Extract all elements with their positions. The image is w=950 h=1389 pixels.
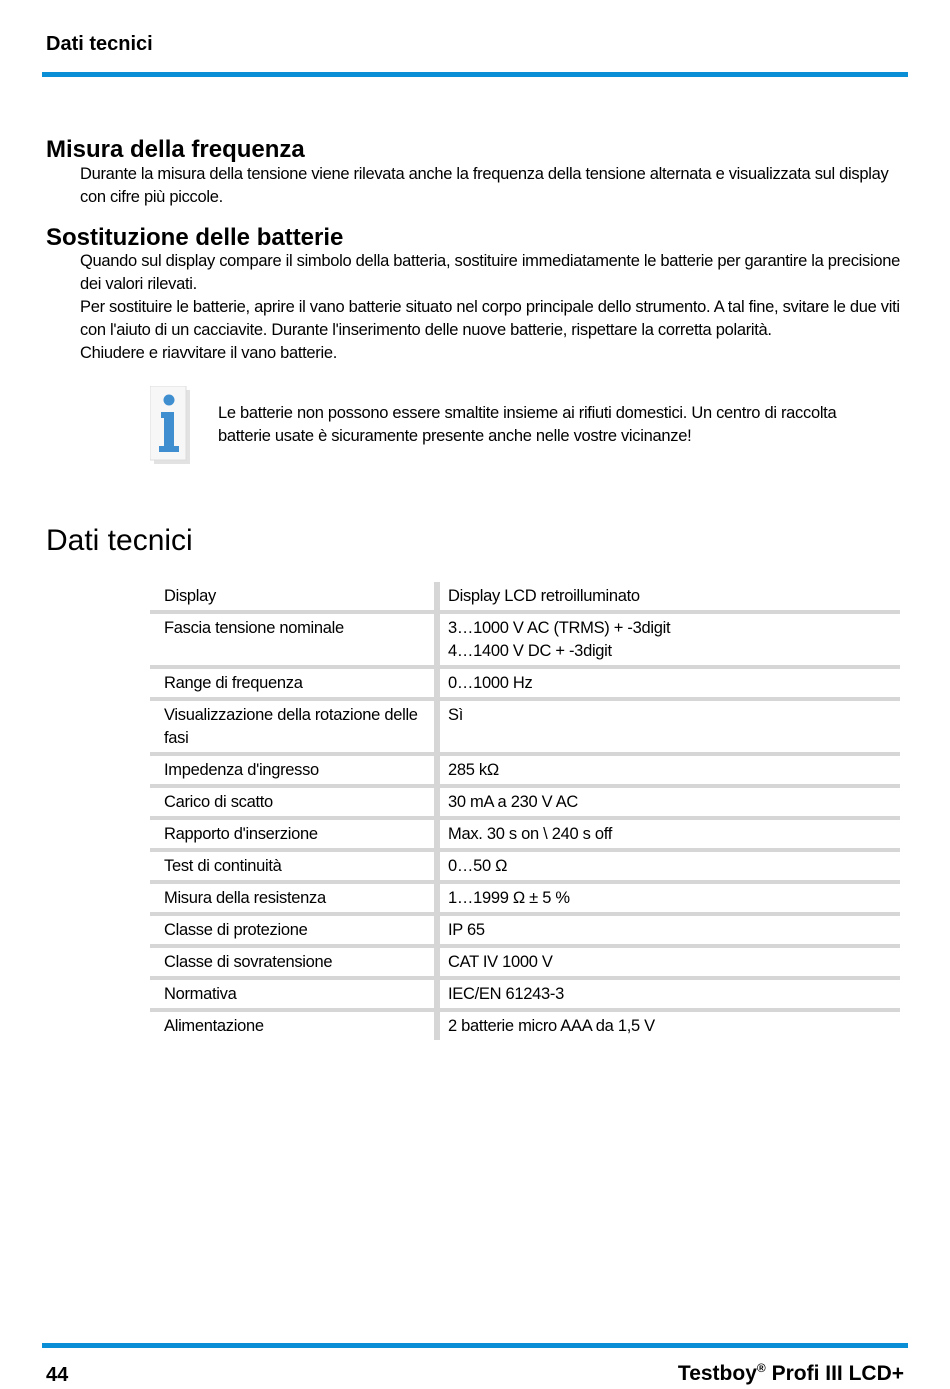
- table-row: [150, 754, 900, 786]
- spec-label: Classe di protezione: [150, 914, 437, 946]
- table-row: [150, 914, 900, 946]
- battery-disposal-note: Le batterie non possono essere smaltite insieme ai rifiuti domestici. Un centro di raccolta batterie usate è sicuramente presente anche nelle vostre vicinanze!: [218, 404, 837, 445]
- spec-value: Sì: [437, 699, 900, 754]
- table-row: [150, 978, 900, 1010]
- spec-value: CAT IV 1000 V: [437, 946, 900, 978]
- spec-value: 1…1999 Ω ± 5 %: [437, 882, 900, 914]
- spec-label: Impedenza d'ingresso: [150, 754, 437, 786]
- page-header-title: Dati tecnici: [46, 33, 153, 55]
- spec-label: Display: [150, 582, 437, 612]
- spec-value: 285 kΩ: [437, 754, 900, 786]
- paragraph: Quando sul display compare il simbolo della batteria, sostituire immediatamente le batterie per garantire la precisione dei valori rilevati.: [80, 252, 900, 293]
- spec-value: 30 mA a 230 V AC: [437, 786, 900, 818]
- table-row: [150, 667, 900, 699]
- section-heading-frequency: Misura della frequenza: [46, 136, 305, 163]
- table-row: [150, 882, 900, 914]
- spec-value: 0…1000 Hz: [437, 667, 900, 699]
- section-body-batteries: [80, 250, 902, 365]
- spec-label: Rapporto d'inserzione: [150, 818, 437, 850]
- section-body-frequency: [80, 163, 902, 209]
- spec-label: Alimentazione: [164, 1017, 264, 1035]
- spec-label: Range di frequenza: [150, 667, 437, 699]
- spec-value: IP 65: [437, 914, 900, 946]
- spec-label: Visualizzazione della rotazione delle fasi: [150, 699, 437, 754]
- spec-label: Fascia tensione nominale: [150, 612, 437, 667]
- product-name: [678, 1361, 904, 1386]
- spec-value: Display LCD retroilluminato: [437, 582, 900, 612]
- spec-value-line: 3…1000 V AC (TRMS) + -3digit: [448, 619, 671, 637]
- spec-label: Misura della resistenza: [150, 882, 437, 914]
- product-model: Profi III LCD+: [765, 1362, 904, 1385]
- table-row: [150, 786, 900, 818]
- spec-value: Max. 30 s on \ 240 s off: [437, 818, 900, 850]
- brand-name: Testboy: [677, 1362, 757, 1385]
- table-row: [150, 850, 900, 882]
- spec-value: 2 batterie micro AAA da 1,5 V: [437, 1010, 900, 1040]
- paragraph: Per sostituire le batterie, aprire il vano batterie situato nel corpo principale dello strumento. A tal fine, svitare le due viti con l'aiuto di un cacciavite. Durante l'inserimento delle nuove batterie, rispettare la corretta polarità.: [80, 298, 900, 339]
- paragraph: Chiudere e riavvitare il vano batterie.: [80, 344, 338, 362]
- table-row: [150, 1010, 900, 1040]
- specs-table: [150, 582, 900, 1040]
- spec-label: Carico di scatto: [150, 786, 437, 818]
- spec-label: Test di continuità: [150, 850, 437, 882]
- registered-mark: ®: [756, 1361, 766, 1375]
- header-rule: [42, 72, 908, 77]
- spec-value: IEC/EN 61243-3: [437, 978, 900, 1010]
- page-number: 44: [46, 1364, 69, 1386]
- table-row: [150, 612, 900, 667]
- section-heading-batteries: Sostituzione delle batterie: [46, 224, 344, 251]
- table-row: [150, 699, 900, 754]
- table-row: [150, 946, 900, 978]
- spec-value: 0…50 Ω: [437, 850, 900, 882]
- table-row: [150, 818, 900, 850]
- info-icon: [150, 386, 190, 464]
- table-row: [150, 582, 900, 612]
- spec-value-line: 4…1400 V DC + -3digit: [448, 642, 612, 660]
- paragraph: Durante la misura della tensione viene rilevata anche la frequenza della tensione alternata e visualizzata sul display con cifre più piccole.: [80, 165, 889, 206]
- specs-title: Dati tecnici: [46, 524, 193, 557]
- spec-label: Normativa: [150, 978, 437, 1010]
- spec-value: [437, 612, 900, 667]
- spec-label: Classe di sovratensione: [150, 946, 437, 978]
- footer-rule: [42, 1343, 908, 1348]
